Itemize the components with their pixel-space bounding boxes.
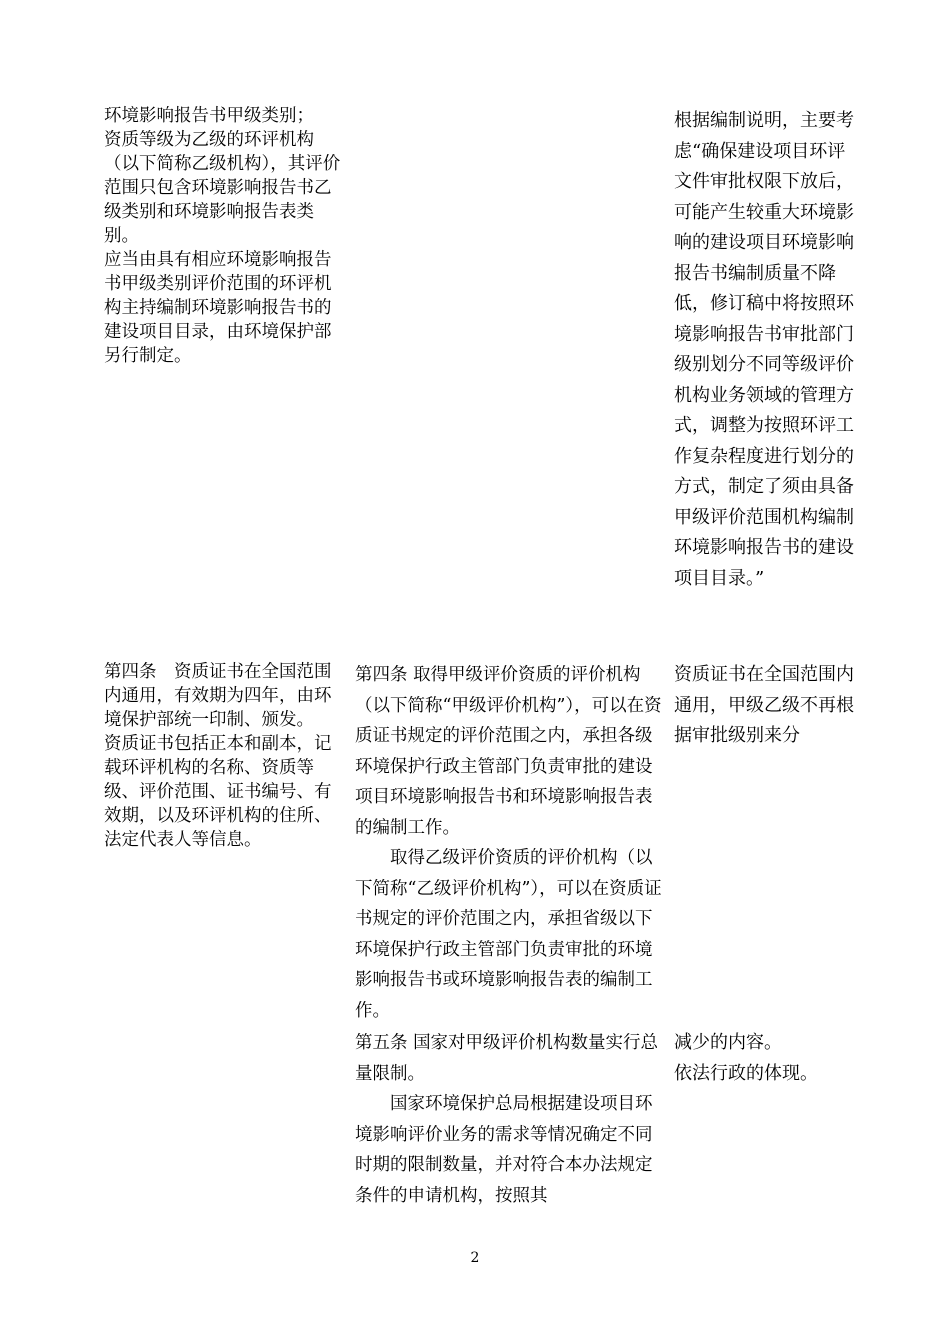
row1-left-cell: [104, 104, 344, 368]
row3-right-para-1: 减少的内容。: [674, 1032, 782, 1053]
row1-right-cell: [674, 106, 859, 594]
row3-right-cell: [674, 1028, 859, 1089]
row2-left-cell: [104, 660, 344, 852]
row2-left-para-1: 第四条 资质证书在全国范围内通用，有效期为四年，由环境保护部统一印制、颁发。: [104, 662, 332, 730]
row3-middle-para-1: 第五条 国家对甲级评价机构数量实行总量限制。: [355, 1033, 659, 1084]
row1-left-para-2: 资质等级为乙级的环评机构（以下简称乙级机构），其评价范围只包含环境影响报告书乙级类别和环境影响报告表类别。: [104, 130, 341, 246]
row2-middle-para-1: 第四条 取得甲级评价资质的评价机构（以下简称“甲级评价机构”），可以在资质证书规定的评价范围之内，承担各级环境保护行政主管部门负责审批的建设项目环境影响报告书和环境影响报告表的编制工作。: [355, 665, 662, 838]
row2-middle-cell: [355, 660, 665, 1026]
page-number: 2: [470, 1250, 480, 1266]
row3-middle-para-2: 国家环境保护总局根据建设项目环境影响评价业务的需求等情况确定不同时期的限制数量，并对符合本办法规定条件的申请机构，按照其: [355, 1094, 653, 1206]
row1-left-para-1: 环境影响报告书甲级类别；: [104, 106, 314, 126]
row2-right-cell: [674, 660, 859, 752]
row2-right-para-1: 资质证书在全国范围内通用，甲级乙级不再根据审批级别来分: [674, 664, 854, 746]
row2-middle-para-2: 取得乙级评价资质的评价机构（以下简称“乙级评价机构”），可以在资质证书规定的评价范围之内，承担省级以下环境保护行政主管部门负责审批的环境影响报告书或环境影响报告表的编制工作。: [355, 848, 662, 1021]
row2-left-para-2: 资质证书包括正本和副本，记载环评机构的名称、资质等级、评价范围、证书编号、有效期，以及环评机构的住所、法定代表人等信息。: [104, 734, 332, 850]
row3-middle-cell: [355, 1028, 665, 1211]
row1-left-para-3: 应当由具有相应环境影响报告书甲级类别评价范围的环评机构主持编制环境影响报告书的建设项目目录，由环境保护部另行制定。: [104, 250, 332, 366]
row3-right-para-2: 依法行政的体现。: [674, 1062, 818, 1084]
row1-right-para-1: 根据编制说明，主要考虑“确保建设项目环评文件审批权限下放后，可能产生较重大环境影响的建设项目环境影响报告书编制质量不降低，修订稿中将按照环境影响报告书审批部门级别划分不同等级评价机构业务领域的管理方式，调整为按照环评工作复杂程度进行划分的方式，制定了须由具备甲级评价范围机构编制环境影响报告书的建设项目目录。”: [674, 110, 854, 589]
